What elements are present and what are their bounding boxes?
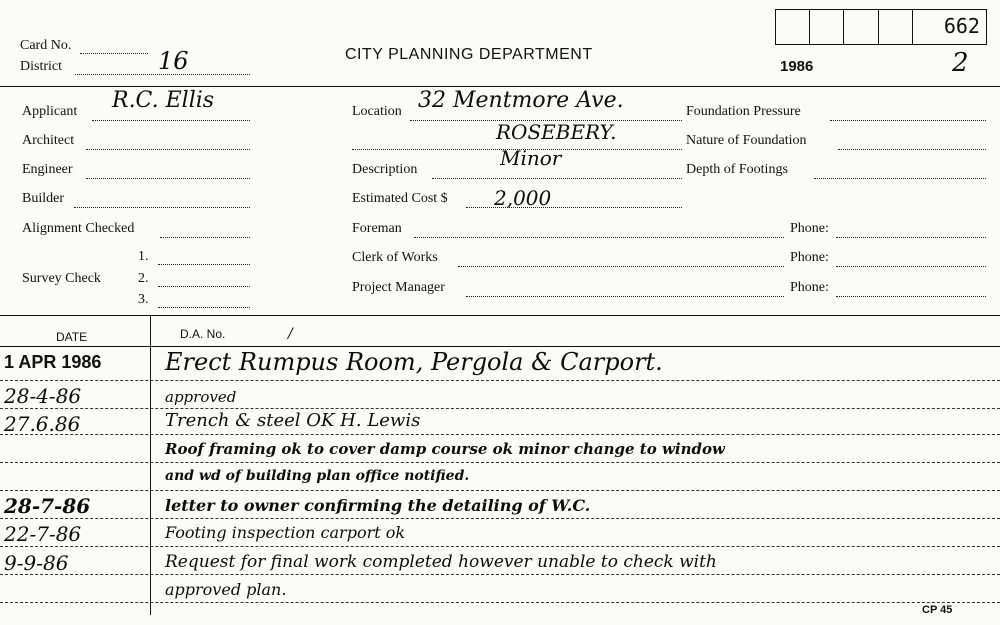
year: 1986: [780, 58, 814, 75]
survey-dots-2: [158, 286, 250, 287]
log-entry-date: 1 APR 1986: [4, 352, 102, 372]
depth-dots: [814, 178, 986, 179]
log-entry-text: and wd of building plan office notified.: [165, 468, 470, 484]
project-manager-label: Project Manager: [352, 280, 445, 295]
log-row-line: [0, 546, 1000, 547]
log-entry-date: 22-7-86: [4, 522, 82, 546]
log-entry-date: 28-4-86: [4, 384, 82, 408]
log-entry-text: letter to owner confirming the detailing of W.C.: [165, 496, 591, 515]
da-no-value: /: [288, 326, 293, 342]
department-title: CITY PLANNING DEPARTMENT: [345, 46, 593, 63]
log-entry-date: 9-9-86: [4, 551, 69, 575]
location-label: Location: [352, 104, 402, 119]
nature-dots: [838, 149, 986, 150]
header-divider: [0, 86, 1000, 87]
applicant-value: R.C. Ellis: [112, 88, 215, 113]
card-number-cell: [844, 10, 878, 44]
applicant-label: Applicant: [22, 104, 78, 119]
log-row-line: [0, 462, 1000, 463]
log-entry-text: Trench & steel OK H. Lewis: [165, 410, 421, 431]
engineer-label: Engineer: [22, 162, 73, 177]
depth-label: Depth of Footings: [686, 162, 788, 177]
card-number-cell: [810, 10, 844, 44]
survey-item-2: 2.: [138, 271, 149, 286]
log-entry-text: Footing inspection carport ok: [165, 523, 406, 542]
survey-dots-1: [158, 264, 250, 265]
log-row-line: [0, 380, 1000, 381]
log-entry-text: Roof framing ok to cover damp course ok minor change to window: [165, 440, 725, 458]
foundation-pressure-dots: [830, 120, 986, 121]
log-row-line: [0, 434, 1000, 435]
date-column-rule: [150, 315, 151, 615]
foreman-phone-dots: [836, 237, 986, 238]
log-entry-date: 27.6.86: [4, 412, 81, 436]
location-line-1: 32 Mentmore Ave.: [418, 88, 624, 113]
log-entry-text: Request for final work completed however unable to check with: [165, 552, 717, 572]
date-header: DATE: [56, 330, 88, 344]
description-value: Minor: [500, 146, 562, 170]
survey-dots-3: [158, 307, 250, 308]
log-entry-date: 28-7-86: [4, 494, 91, 518]
nature-label: Nature of Foundation: [686, 133, 807, 148]
pm-phone-label: Phone:: [790, 280, 829, 295]
clerk-dots: [458, 266, 784, 267]
sheet-number: 2: [952, 48, 969, 78]
cost-label: Estimated Cost $: [352, 191, 448, 206]
foreman-label: Foreman: [352, 221, 402, 236]
survey-item-1: 1.: [138, 249, 149, 264]
survey-item-3: 3.: [138, 292, 149, 307]
card-no-dots: [80, 53, 148, 54]
log-row-line: [0, 490, 1000, 491]
da-no-header: D.A. No.: [180, 327, 226, 341]
log-entry-text: Erect Rumpus Room, Pergola & Carport.: [165, 348, 663, 376]
applicant-dots: [92, 120, 250, 121]
engineer-dots: [86, 178, 250, 179]
log-entry-text: approved: [165, 388, 237, 406]
log-row-line: [0, 518, 1000, 519]
card-number-cell: [913, 10, 986, 44]
log-row-line: [0, 574, 1000, 575]
clerk-phone-label: Phone:: [790, 250, 829, 265]
clerk-label: Clerk of Works: [352, 250, 438, 265]
card-no-label: Card No.: [20, 38, 72, 53]
clerk-phone-dots: [836, 266, 986, 267]
foreman-phone-label: Phone:: [790, 221, 829, 236]
foundation-pressure-label: Foundation Pressure: [686, 104, 801, 119]
card-number-cell: [879, 10, 913, 44]
log-row-line: [0, 602, 1000, 603]
log-entry-text: approved plan.: [165, 580, 287, 599]
form-code: CP 45: [922, 604, 953, 616]
survey-label: Survey Check: [22, 271, 101, 286]
pm-phone-dots: [836, 296, 986, 297]
architect-dots: [86, 149, 250, 150]
alignment-dots: [160, 237, 250, 238]
district-value: 16: [158, 47, 189, 75]
log-row-line: [0, 408, 1000, 409]
foreman-dots: [414, 237, 784, 238]
architect-label: Architect: [22, 133, 75, 148]
log-header-rule: [0, 346, 1000, 347]
project-manager-dots: [466, 296, 784, 297]
description-label: Description: [352, 162, 418, 177]
card-number: 662: [943, 14, 980, 38]
card-number-box: [775, 9, 987, 45]
builder-dots: [74, 207, 250, 208]
cost-value: 2,000: [494, 186, 552, 210]
description-dots: [432, 178, 682, 179]
card-number-cell: [776, 10, 810, 44]
district-label: District: [20, 59, 62, 74]
builder-label: Builder: [22, 191, 64, 206]
location-line-2: ROSEBERY.: [496, 120, 617, 144]
alignment-label: Alignment Checked: [22, 221, 135, 236]
